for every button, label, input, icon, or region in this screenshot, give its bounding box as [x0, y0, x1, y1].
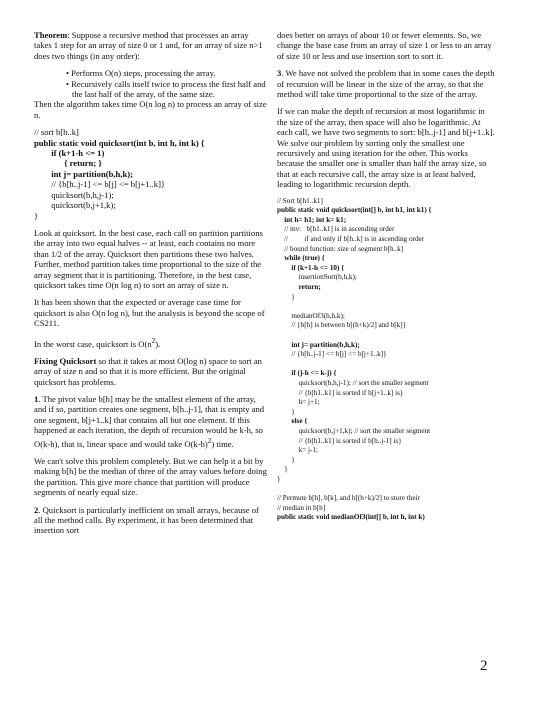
continuation-paragraph: does better on arrays of about 10 or fewer elements. So, we change the base case from an array of size 1 or less to an array of size 10 or less and use insertion sort to sort it. — [277, 30, 492, 61]
bullet-item: • Recursively calls itself twice to process the first half and the last half of the array, of the same size. — [34, 79, 268, 100]
code-line: else { — [277, 417, 308, 426]
code-line: // {b[h1..k1] is sorted if b[h..j-1] is} — [277, 436, 402, 445]
code-line: if (k+1-h <= 1) — [34, 148, 105, 159]
item-text-suffix: ) time. — [211, 438, 234, 449]
quicksort-code — [34, 127, 268, 221]
code-line: if (j-h <= k-j) { — [277, 369, 337, 378]
code-line: quicksort(b,h,j-1); — [34, 189, 114, 200]
expected-case-paragraph: It has been shown that the expected or average case time for quicksort is also O(n log n), but the analysis is beyond the scope of CS211. — [34, 297, 265, 329]
theorem-heading: Theorem — [34, 30, 68, 40]
theorem-paragraph — [34, 30, 268, 61]
code-line: medianOf3(b,h,k); — [277, 311, 345, 320]
fixing-heading: Fixing Quicksort — [34, 355, 97, 366]
code-line: // {b[h..j-1] <= b[j] <= b[j+1..k]} — [34, 179, 166, 190]
code-line: h= j+1; — [277, 398, 320, 407]
code-line: // sort b[h..k] — [34, 127, 79, 138]
code-line: // {b[h..j-1] <= b[j] <= b[j+1..k]} — [277, 350, 387, 359]
code-line: } — [277, 455, 295, 464]
code-line: // Permute b[h], b[k], and b[(h+k)/2] to store their — [277, 494, 420, 503]
code-line: return; — [277, 283, 321, 292]
code-line: } — [277, 292, 295, 301]
item-text: . Quicksort is particularly inefficient on small arrays, because of all the method calls. By experiment, it has been determined that insertion sort — [34, 504, 259, 536]
code-line: while (true) { — [277, 254, 325, 263]
code-line: k= j-1; — [277, 446, 318, 455]
code-line: } — [277, 465, 288, 474]
superscript: 2 — [151, 336, 156, 345]
item-text: . We have not solved the problem that in some cases the depth of recursion will be linear in the size of the array, so that the method will take time proportional to the size of the array. — [277, 68, 495, 100]
code-line: } — [277, 474, 281, 483]
worst-case-text: In the worst case, quicksort is O(n — [34, 338, 152, 349]
item-2-paragraph — [34, 505, 268, 536]
left-column — [34, 30, 268, 543]
code-line: public static void quicksort(int[] b, int h1, int k1) { — [277, 206, 432, 215]
code-line: // {b[h] is between b[(h+k)/2] and b[k]} — [277, 321, 407, 330]
code-line: // Sort b[h1..k1] — [277, 196, 323, 205]
bullet-item: • Performs O(n) steps, processing the array. — [34, 68, 268, 78]
code-line: // inv: b[h1..k1] is in ascending order — [277, 225, 395, 234]
item-number: 1 — [34, 394, 39, 405]
right-column — [277, 30, 495, 530]
code-line: int j= partition(b,h,k); — [277, 340, 360, 349]
code-line: int h= h1; int k= k1; — [277, 215, 347, 224]
worst-case-paragraph — [34, 336, 268, 349]
median-paragraph: We can't solve this problem completely. But we can help it a bit by making b[h] be the median of three of the array values before doing the partition. This give more chance that partition will produce segments of nearly equal size. — [34, 455, 267, 498]
best-case-paragraph: Look at quicksort. In the best case, each call on partition partitions the array into two equal halves -- at least, each contains no more than 1/2 of the array. Quicksort then partitions these two halves. Further, method partition takes time proportional to the size of the array segment that it is partitioning. Therefore, in the best case, quicksort takes time O(n log n) to sort an array of size n. — [34, 227, 263, 290]
superscript: 2 — [207, 436, 212, 445]
worst-case-suffix: ). — [155, 338, 161, 349]
item-3-paragraph — [277, 68, 495, 99]
code-line: // {b[h1..k1] is sorted if b[j+1..k] is} — [277, 388, 404, 397]
item-1-paragraph — [34, 394, 268, 449]
theorem-text: : Suppose a recursive method that processes an array takes 1 step for an array of size 0 or 1 and, for an array of size n>1 does two things (in any order): — [34, 30, 263, 61]
item-text: . The pivot value b[h] may be the smallest element of the array, and if so, partition creates one segment, b[h..j-1], that is empty and one segment, b[j+1..k] that contains all but one element. If this happened at each iteration, the depth of recursion would be k-h, so O(k-h), that is, linear space and would take O(k-h) — [34, 394, 265, 449]
fixing-text: so that it takes at most O(log n) space to sort an array of size n and so that it is more efficient. But the original quicksort has problems. — [34, 355, 262, 387]
item-number: 3 — [277, 68, 282, 79]
code-line: public static void quicksort(int b, int h, int k) { — [34, 137, 205, 148]
code-line: insertionSort(b,h,k); — [277, 273, 357, 282]
code-line: int j= partition(b,h,k); — [34, 168, 133, 179]
code-line: } — [277, 407, 295, 416]
code-line: // median in b[h] — [277, 503, 326, 512]
theorem-conclusion: Then the algorithm takes time O(n log n) to process an array of size n. — [34, 99, 267, 120]
code-line: // bound function: size of segment b[h..k] — [277, 244, 404, 253]
code-line: quicksort(b,h,j-1); // sort the smaller segment — [277, 378, 429, 387]
item-number: 2 — [34, 504, 39, 515]
page-number: 2 — [480, 658, 488, 674]
code-line: public static void medianOf3(int[] b, int h, int k) — [277, 513, 425, 522]
code-line: quicksort(b,j+1,k); // sort the smaller segment — [277, 426, 431, 435]
improved-quicksort-code — [277, 197, 495, 523]
log-depth-paragraph: If we can make the depth of recursion at most logarithmic in the size of the array, then space will also be logarithmic. At each call, we have two segments to sort: b[h..j-1] and b[j+1..k]. We solve our problem by sorting only the smallest one recursively and using iteration for the other. This works because the smaller one is smaller than half the array size, so that at each recursive call, the array size is at least halved, leading to logarithmic recursion depth. — [277, 106, 495, 190]
code-line: if (k+1-h <= 10) { — [277, 263, 345, 272]
fixing-paragraph — [34, 356, 268, 387]
code-line: { return; } — [34, 158, 102, 169]
code-line: quicksort(b,j+1,k); — [34, 200, 116, 211]
code-line: // if and only if b[h..k] is in ascending order — [277, 235, 425, 244]
theorem-bullets — [34, 68, 268, 99]
code-line: } — [34, 210, 39, 221]
